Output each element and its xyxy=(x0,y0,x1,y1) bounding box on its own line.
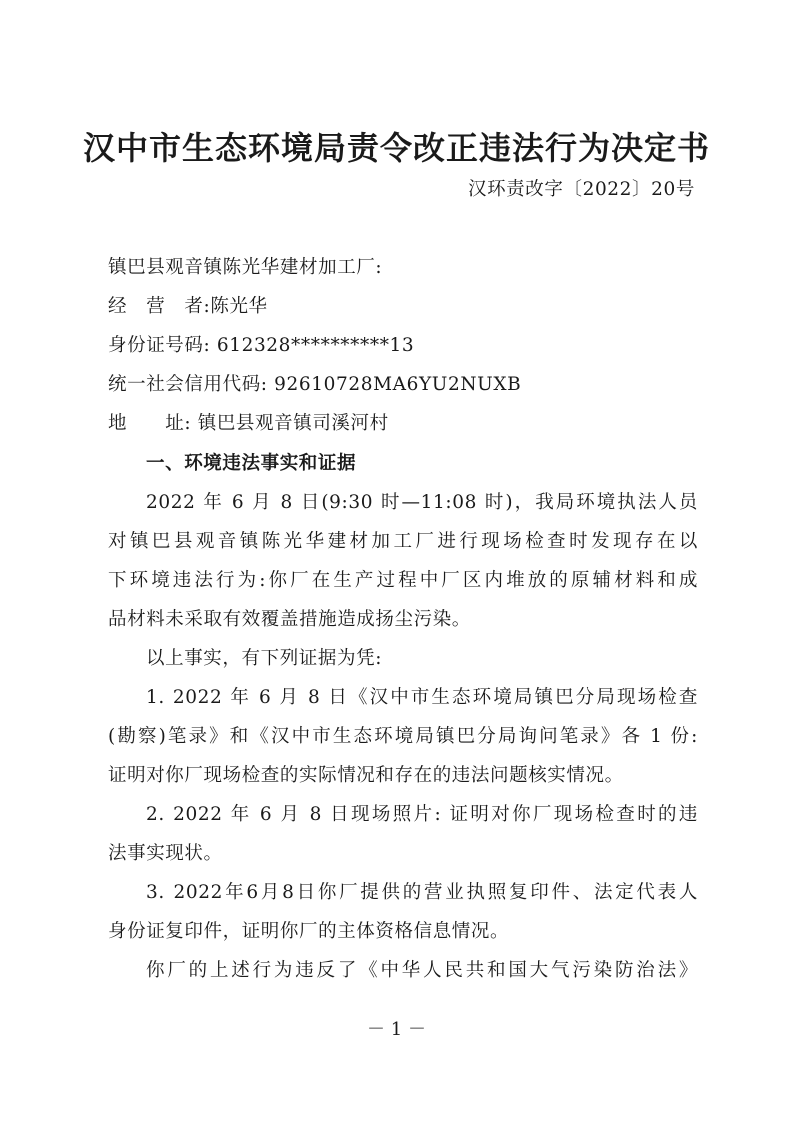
operator-row xyxy=(108,295,698,319)
document-title: 汉中市生态环境局责令改正违法行为决定书 xyxy=(82,129,710,167)
evidence-item: 1. 2022 年 6 月 8 日《汉中市生态环境局镇巴分局现场检查 xyxy=(146,687,698,708)
body-line: 对镇巴县观音镇陈光华建材加工厂进行现场检查时发现存在以 xyxy=(108,531,698,552)
body-line: 2022 年 6 月 8 日(9:30 时—11:08 时)，我局环境执法人员 xyxy=(146,492,698,513)
evidence-item: 3. 2022年6月8日你厂提供的营业执照复印件、法定代表人 xyxy=(146,882,698,903)
body-line: (勘察)笔录》和《汉中市生态环境局镇巴分局询问笔录》各 1 份: xyxy=(108,726,698,747)
body-line: 证明对你厂现场检查的实际情况和存在的违法问题核实情况。 xyxy=(108,765,624,786)
id-label: 身份证号码: xyxy=(108,335,211,356)
operator-value: 陈光华 xyxy=(210,296,268,317)
body-line: 法事实现状。 xyxy=(108,843,223,864)
evidence-item: 2. 2022 年 6 月 8 日现场照片: 证明对你厂现场检查时的违 xyxy=(146,804,698,825)
body-line: 你厂的上述行为违反了《中华人民共和国大气污染防治法》 xyxy=(146,960,698,981)
section-heading-facts: 一、环境违法事实和证据 xyxy=(146,453,357,474)
credit-code-row xyxy=(108,373,698,397)
body-line: 品材料未采取有效覆盖措施造成扬尘污染。 xyxy=(108,609,471,630)
party-name: 镇巴县观音镇陈光华建材加工厂: xyxy=(108,257,383,278)
body-line: 下环境违法行为:你厂在生产过程中厂区内堆放的原辅材料和成 xyxy=(108,570,698,591)
credit-code-label: 统一社会信用代码: xyxy=(108,374,268,395)
address-label: 地 址: xyxy=(108,413,192,434)
id-row xyxy=(108,334,698,358)
body-line: 身份证复印件，证明你厂的主体资格信息情况。 xyxy=(108,921,510,942)
id-value: 612328**********13 xyxy=(216,335,415,356)
document-number: 汉环责改字〔2022〕20号 xyxy=(467,179,695,200)
address-row xyxy=(108,412,698,436)
address-value: 镇巴县观音镇司溪河村 xyxy=(197,413,389,434)
body-line: 以上事实，有下列证据为凭: xyxy=(146,648,383,669)
operator-label: 经 营 者: xyxy=(108,296,211,317)
credit-code-value: 92610728MA6YU2NUXB xyxy=(274,374,522,395)
page-number: － 1 － xyxy=(367,1019,426,1040)
